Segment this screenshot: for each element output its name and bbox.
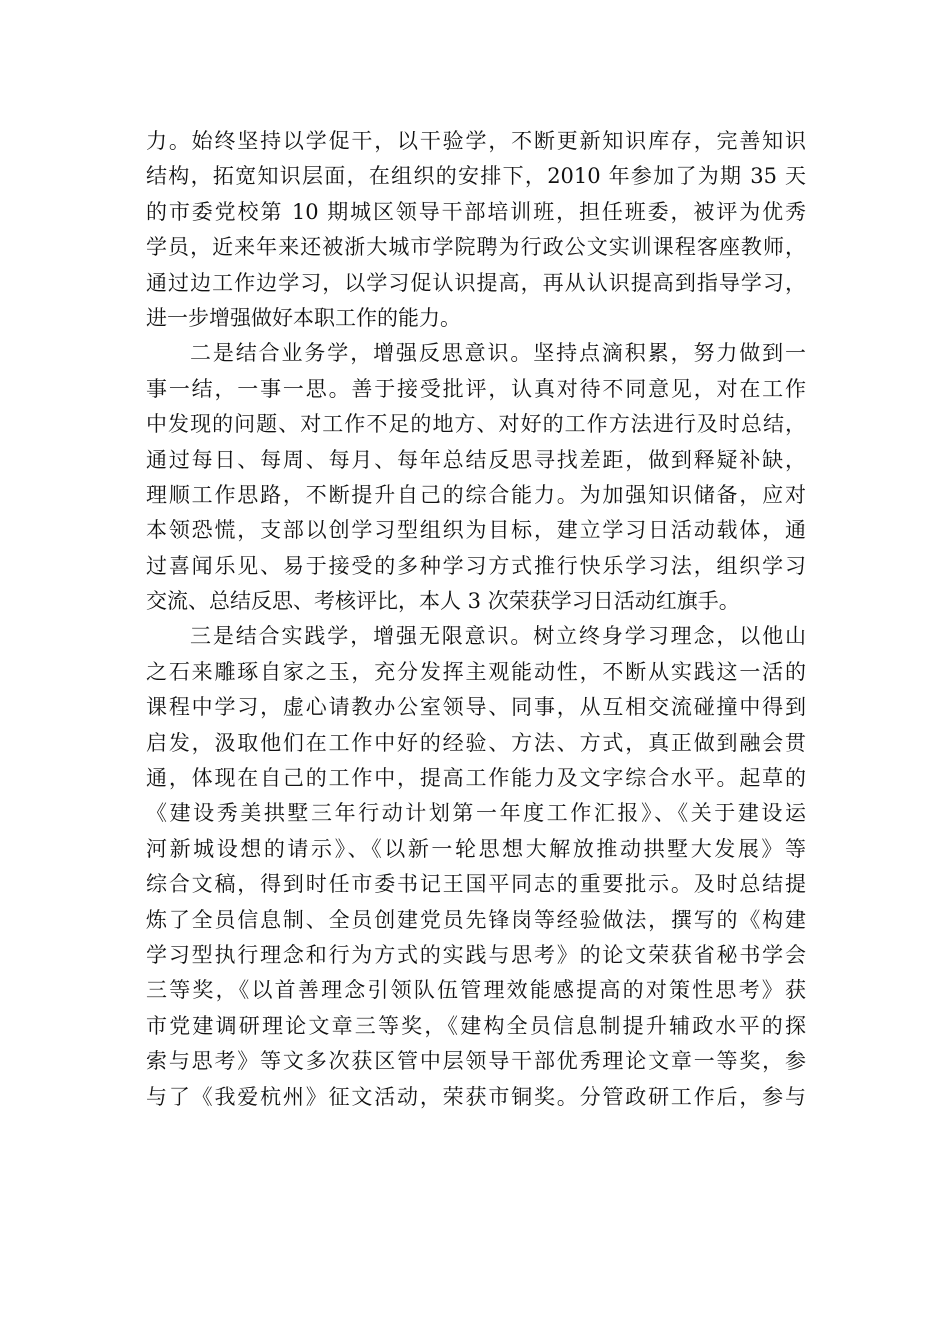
text-line: 通过边工作边学习，以学习促认识提高，再从认识提高到指导学习，: [146, 270, 806, 295]
text-line: 索与思考》等文多次获区管中层领导干部优秀理论文章一等奖，参: [146, 1049, 806, 1074]
text-line: 炼了全员信息制、全员创建党员先锋岗等经验做法，撰写的《构建: [146, 907, 806, 932]
text-line: 通过每日、每周、每月、每年总结反思寻找差距，做到释疑补缺，: [146, 447, 806, 472]
paragraph-end-line: 进一步增强做好本职工作的能力。: [146, 305, 461, 330]
text-line: 与了《我爱杭州》征文活动，荣获市铜奖。分管政研工作后，参与: [146, 1084, 806, 1109]
text-line: 三等奖，《以首善理念引领队伍管理效能感提高的对策性思考》获: [146, 978, 806, 1003]
text-line: 结构，拓宽知识层面，在组织的安排下，2010 年参加了为期 35 天: [146, 164, 806, 189]
text-line: 《建设秀美拱墅三年行动计划第一年度工作汇报》、《关于建设运: [146, 801, 806, 826]
text-line: 理顺工作思路，不断提升自己的综合能力。为加强知识储备，应对: [146, 482, 806, 507]
text-line: 综合文稿，得到时任市委书记王国平同志的重要批示。及时总结提: [146, 872, 806, 897]
text-line: 学习型执行理念和行为方式的实践与思考》的论文荣获省秘书学会: [146, 942, 806, 967]
text-line: 学员，近来年来还被浙大城市学院聘为行政公文实训课程客座教师，: [146, 235, 806, 260]
text-line: 力。始终坚持以学促干，以干验学，不断更新知识库存，完善知识: [146, 129, 806, 153]
text-line: 的市委党校第 10 期城区领导干部培训班，担任班委，被评为优秀: [146, 199, 806, 224]
text-line: 课程中学习，虚心请教办公室领导、同事，从互相交流碰撞中得到: [146, 695, 806, 720]
paragraph-end-line: 交流、总结反思、考核评比，本人 3 次荣获学习日活动红旗手。: [146, 589, 740, 614]
text-line: 事一结，一事一思。善于接受批评，认真对待不同意见，对在工作: [146, 376, 806, 401]
text-line: 河新城设想的请示》、《以新一轮思想大解放推动拱墅大发展》等: [146, 836, 806, 861]
text-line: 过喜闻乐见、易于接受的多种学习方式推行快乐学习法，组织学习: [146, 553, 806, 578]
text-line: 中发现的问题、对工作不足的地方、对好的工作方法进行及时总结，: [146, 412, 806, 437]
document-body: [146, 124, 806, 1115]
text-line: 市党建调研理论文章三等奖，《建构全员信息制提升辅政水平的探: [146, 1013, 806, 1038]
paragraph-start-line: 二是结合业务学，增强反思意识。坚持点滴积累，努力做到一: [190, 341, 806, 366]
text-line: 通，体现在自己的工作中，提高工作能力及文字综合水平。起草的: [146, 766, 806, 791]
paragraph-start-line: 三是结合实践学，增强无限意识。树立终身学习理念，以他山: [190, 624, 806, 649]
text-line: 启发，汲取他们在工作中好的经验、方法、方式，真正做到融会贯: [146, 730, 806, 755]
text-line: 之石来雕琢自家之玉，充分发挥主观能动性，不断从实践这一活的: [146, 659, 806, 684]
text-line: 本领恐慌，支部以创学习型组织为目标，建立学习日活动载体，通: [146, 518, 806, 543]
